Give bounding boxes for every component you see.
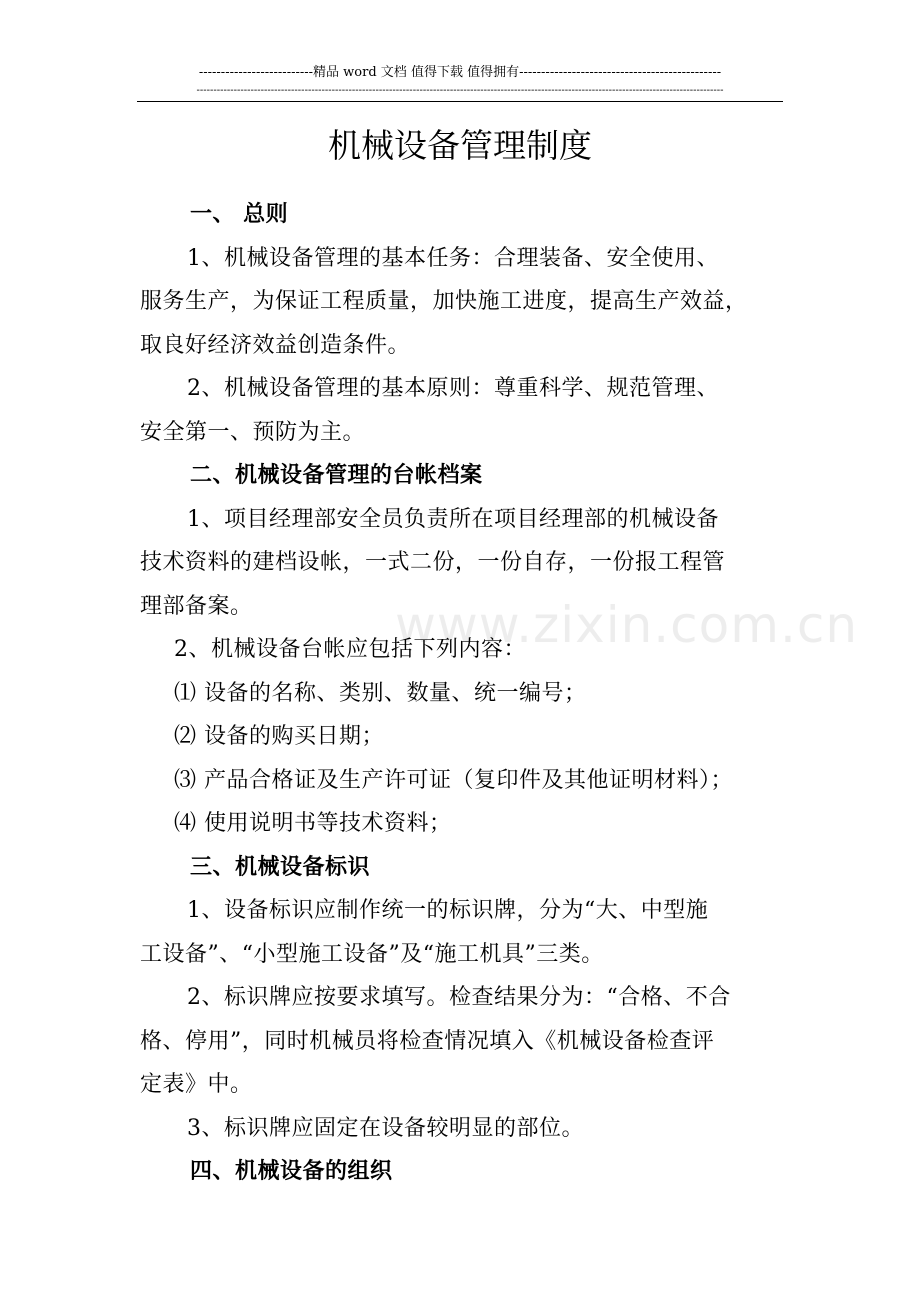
paragraph-line: 2、机械设备台帐应包括下列内容： (174, 637, 526, 662)
watermark: www.zixin.com.cn (395, 596, 859, 654)
header-tagline: --------------------------精品 word 文档 值得下载 值得拥有---------------------------------------------- (198, 65, 722, 80)
header-divider (137, 101, 783, 102)
paragraph-line: 工设备”、“小型施工设备”及“施工机具”三类。 (140, 941, 604, 967)
paragraph-line: 2、机械设备管理的基本原则：尊重科学、规范管理、 (187, 376, 719, 401)
section-heading-1: 一、 总则 (190, 202, 289, 227)
paragraph-line: 服务生产，为保证工程质量，加快施工进度，提高生产效益， (140, 289, 748, 314)
paragraph-line: 安全第一、预防为主。 (140, 419, 366, 445)
paragraph-line: 格、停用”，同时机械员将检查情况填入《机械设备检查评 (140, 1028, 715, 1054)
paragraph-line: 1、机械设备管理的基本任务：合理装备、安全使用、 (187, 245, 719, 271)
list-item: ⑵ 设备的购买日期； (174, 724, 384, 749)
paragraph-line: 取良好经济效益创造条件。 (140, 332, 411, 358)
section-heading-4: 四、机械设备的组织 (190, 1159, 393, 1184)
list-item: ⑴ 设备的名称、类别、数量、统一编号； (174, 680, 587, 706)
paragraph-line: 技术资料的建档设帐，一式二份，一份自存，一份报工程管 (140, 550, 726, 575)
list-item: ⑶ 产品合格证及生产许可证（复印件及其他证明材料）； (174, 767, 733, 793)
section-heading-2: 二、机械设备管理的台帐档案 (190, 463, 483, 488)
paragraph-line: 定表》中。 (140, 1072, 253, 1097)
header-dash-line: ------------------------------------------------------------------------------------------------------------------------------------------------------------ (196, 85, 724, 96)
paragraph-line: 2、标识牌应按要求填写。检查结果分为：“合格、不合 (187, 985, 731, 1010)
document-body (140, 193, 785, 1194)
paragraph-line: 1、设备标识应制作统一的标识牌，分为“大、中型施 (187, 898, 709, 923)
list-item: ⑷ 使用说明书等技术资料； (174, 811, 452, 836)
document-title: 机械设备管理制度 (328, 126, 592, 165)
section-heading-3: 三、机械设备标识 (190, 854, 371, 880)
paragraph-line: 1、项目经理部安全员负责所在项目经理部的机械设备 (187, 506, 719, 532)
paragraph-line: 3、标识牌应固定在设备较明显的部位。 (187, 1115, 584, 1141)
paragraph-line: 理部备案。 (140, 593, 253, 619)
